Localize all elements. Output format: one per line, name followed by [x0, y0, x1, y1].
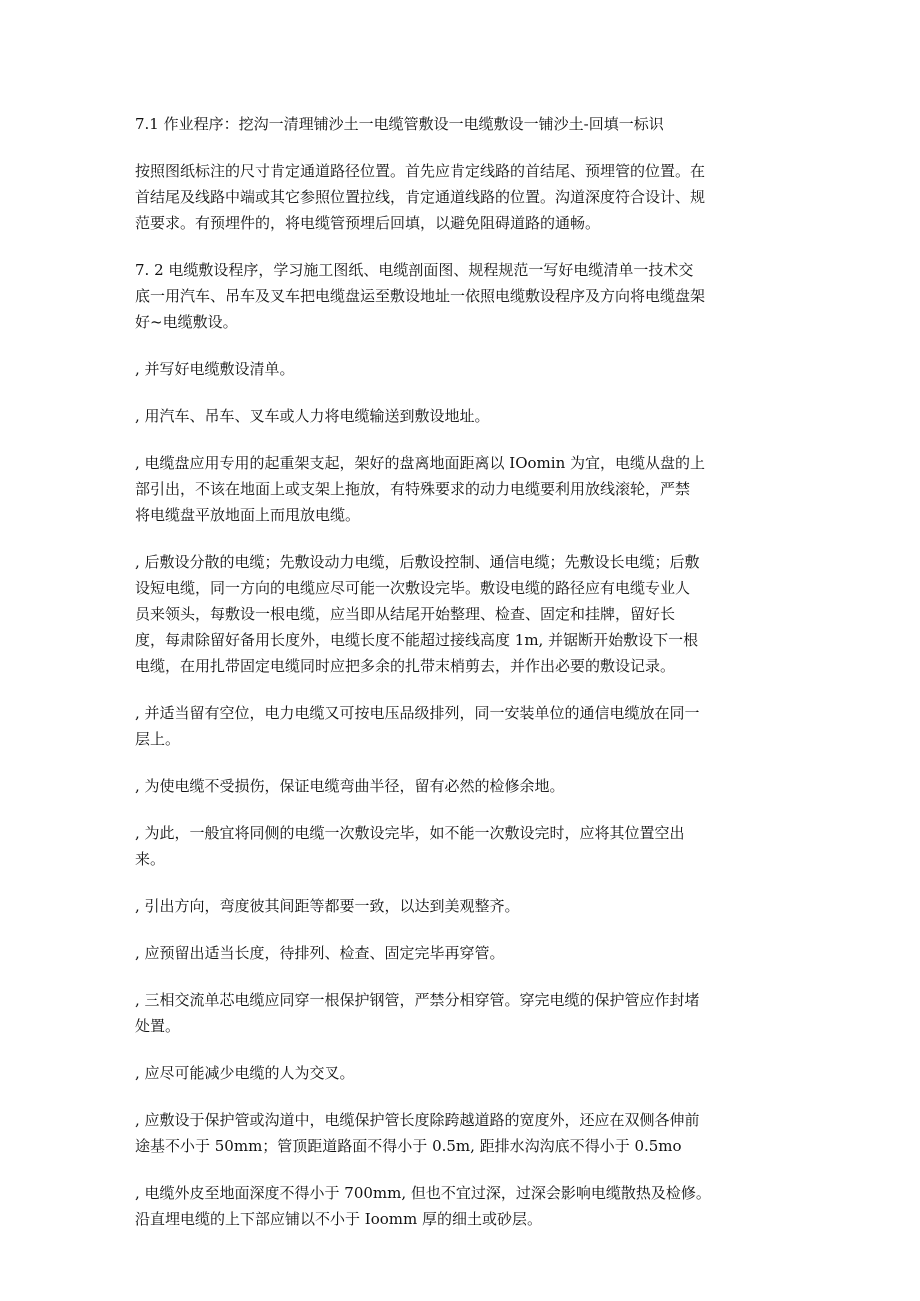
paragraph-line: , 电缆外皮至地面深度不得小于 700mm, 但也不宜过深，过深会影响电缆散热及检修。	[135, 1184, 711, 1202]
paragraph-line: , 为此，一般宜将同侧的电缆一次敷设完毕，如不能一次敷设完时，应将其位置空出	[135, 824, 685, 842]
paragraph	[135, 549, 790, 679]
paragraph-line: 范要求。有预埋件的，将电缆管预埋后回填，以避免阻碍道路的通畅。	[135, 214, 601, 232]
paragraph	[135, 1107, 790, 1159]
paragraph	[135, 820, 790, 872]
paragraph-line: , 三相交流单芯电缆应同穿一根保护钢管，严禁分相穿管。穿完电缆的保护管应作封堵	[135, 991, 700, 1009]
paragraph-line: , 应敷设于保护管或沟道中，电缆保护管长度除跨越道路的宽度外，还应在双侧各伸前	[135, 1111, 700, 1129]
paragraph-line: 员来领头，每敷设一根电缆，应当即从结尾开始整理、检查、固定和挂牌，留好长	[135, 605, 676, 623]
paragraph-line: 处置。	[135, 1017, 181, 1035]
paragraph-line: 层上。	[135, 730, 181, 748]
paragraph-line: 按照图纸标注的尺寸肯定通道路径位置。首先应肯定线路的首结尾、预埋管的位置。在	[135, 162, 706, 180]
paragraph	[135, 1060, 790, 1086]
paragraph	[135, 111, 790, 137]
paragraph	[135, 987, 790, 1039]
paragraph-line: , 用汽车、吊车、叉车或人力将电缆输送到敷设地址。	[135, 407, 490, 425]
paragraph	[135, 403, 790, 429]
paragraph-line: 电缆，在用扎带固定电缆同时应把多余的扎带末梢剪去，并作出必要的敷设记录。	[135, 657, 676, 675]
paragraph-line: 好~电缆敷设。	[135, 313, 238, 331]
paragraph-line: 部引出，不该在地面上或支架上拖放，有特殊要求的动力电缆要利用放线滚轮，严禁	[135, 480, 691, 498]
paragraph-line: , 后敷设分散的电缆；先敷设动力电缆，后敷设控制、通信电缆；先敷设长电缆；后敷	[135, 553, 700, 571]
document-body	[135, 111, 790, 1253]
paragraph	[135, 940, 790, 966]
paragraph	[135, 893, 790, 919]
paragraph-line: 将电缆盘平放地面上而甩放电缆。	[135, 506, 361, 524]
paragraph-line: , 电缆盘应用专用的起重架支起，架好的盘离地面距离以 IOomin 为宜，电缆从盘的上	[135, 454, 706, 472]
paragraph-line: , 并写好电缆敷设清单。	[135, 360, 295, 378]
paragraph	[135, 700, 790, 752]
paragraph	[135, 450, 790, 528]
paragraph-line: 度，每肃除留好备用长度外，电缆长度不能超过接线高度 1m, 并锯断开始敷设下一根	[135, 631, 699, 649]
paragraph	[135, 356, 790, 382]
paragraph-line: 7. 2 电缆敷设程序，学习施工图纸、电缆剖面图、规程规范一写好电缆清单一技术交	[135, 261, 694, 279]
paragraph-line: 设短电缆，同一方向的电缆应尽可能一次敷设完毕。敷设电缆的路径应有电缆专业人	[135, 579, 691, 597]
paragraph-line: 来。	[135, 850, 166, 868]
paragraph-line: , 为使电缆不受损伤，保证电缆弯曲半径，留有必然的检修余地。	[135, 777, 565, 795]
paragraph-line: 底一用汽车、吊车及叉车把电缆盘运至敷设地址一依照电缆敷设程序及方向将电缆盘架	[135, 287, 706, 305]
paragraph-line: 7.1 作业程序：挖沟一清理铺沙土一电缆管敷设一电缆敷设一铺沙土-回填一标识	[135, 115, 664, 133]
paragraph	[135, 1180, 790, 1232]
paragraph-line: 途基不小于 50mm；管顶距道路面不得小于 0.5m, 距排水沟沟底不得小于 0.5mo	[135, 1137, 682, 1155]
paragraph-line: , 引出方向，弯度彼其间距等都要一致，以达到美观整齐。	[135, 897, 520, 915]
paragraph-line: , 应预留出适当长度，待排列、检查、固定完毕再穿管。	[135, 944, 505, 962]
paragraph	[135, 773, 790, 799]
paragraph-line: 首结尾及线路中端或其它参照位置拉线，肯定通道线路的位置。沟道深度符合设计、规	[135, 188, 706, 206]
paragraph	[135, 257, 790, 335]
paragraph	[135, 158, 790, 236]
paragraph-line: , 并适当留有空位，电力电缆又可按电压品级排列，同一安装单位的通信电缆放在同一	[135, 704, 700, 722]
paragraph-line: , 应尽可能减少电缆的人为交叉。	[135, 1064, 355, 1082]
paragraph-line: 沿直埋电缆的上下部应铺以不小于 Ioomm 厚的细土或砂层。	[135, 1210, 542, 1228]
